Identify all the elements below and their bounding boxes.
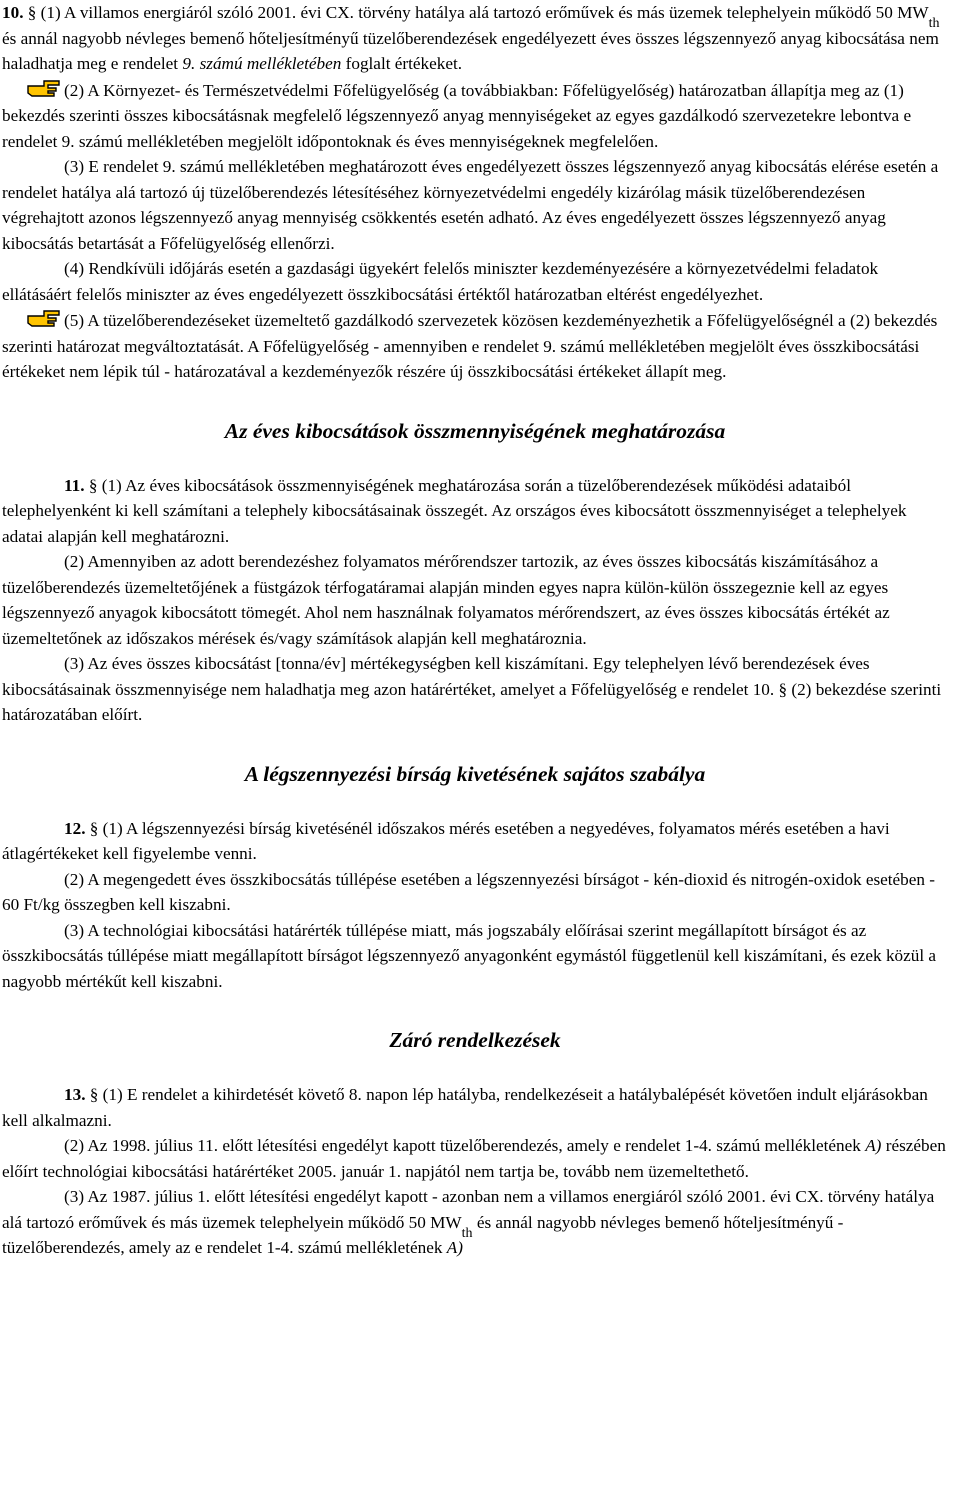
text: (3) E rendelet 9. számú mellékletében meghatározott éves engedélyezett összes légszennyező anyag kibocsátás elérése esetén a rendelet hatálya alá tartozó új tüzelőberendezés létesítéséhez környezetvédelmi engedély kizárólag másik tüzelőberendezésen végrehajtott azonos légszennyező anyag mennyiség csökkentés esetén adható. Az éves engedélyezett összes légszennyező anyag kibocsátás betartását a Főfelügyelőség ellenőrzi. — [2, 157, 939, 253]
annex-part-reference: A) — [446, 1238, 463, 1257]
section-12-paragraph-2 — [2, 867, 948, 918]
pointing-hand-icon[interactable] — [26, 307, 62, 329]
section-11-paragraph-1 — [2, 473, 948, 550]
section-13-paragraph-1 — [2, 1082, 948, 1133]
text: (5) A tüzelőberendezéseket üzemeltető gazdálkodó szervezetek közösen kezdeményezhetik a Főfelügyelőségnél a (2) bekezdés szerinti határozat megváltoztatását. A Főfelügyelőség - amennyiben e rendelet 9. számú mellékletében megjelölt éves összkibocsátási értékeket nem lépik túl - határozatával a kezdeményezők részére új összkibocsátási értékeket állapít meg. — [2, 311, 938, 381]
text: és annál nagyobb névleges bemenő hőteljesítményű - tüzelőberendezés, amely az e rendelet 1-4. számú mellékletének — [2, 1212, 844, 1257]
section-number: 12. — [64, 818, 86, 838]
subscript: th — [461, 1225, 473, 1241]
section-13-paragraph-2 — [2, 1133, 948, 1184]
text: (4) Rendkívüli időjárás esetén a gazdasági ügyekért felelős miniszter kezdeményezésére a környezetvédelmi feladatok ellátásáért felelős miniszter az éves engedélyezett összkibocsátási értéktől határozatban eltérést engedélyezhet. — [2, 259, 879, 304]
section-13-paragraph-3 — [2, 1184, 948, 1261]
text: § (1) E rendelet a kihirdetését követő 8. napon lép hatályba, rendelkezéseit a hatálybalépését követően indult eljárásokban kell alkalmazni. — [2, 1085, 928, 1130]
section-10-paragraph-1 — [2, 0, 948, 77]
section-10-paragraph-5 — [2, 307, 948, 385]
section-heading-fine-rules: A légszennyezési bírság kivetésének sajátos szabálya — [244, 761, 706, 786]
text: és annál nagyobb névleges bemenő hőteljesítményű tüzelőberendezések engedélyezett éves összes légszennyező anyag kibocsátása nem haladhatja meg e rendelet — [2, 28, 939, 73]
text: (3) A technológiai kibocsátási határérték túllépése miatt, más jogszabály előírásai szerint megállapított bírságot és az összkibocsátás túllépése miatt megállapított bírságot légszennyező anyagonként egymástól függetlenül kell kiszámítani, és ezek közül a nagyobb mértékűt kell kiszabni. — [2, 920, 937, 991]
text: (2) A Környezet- és Természetvédelmi Főfelügyelőség (a továbbiakban: Főfelügyelőség) határozatban állapítja meg az (1) bekezdés szerinti összes kibocsátásnak megfelelő légszennyező anyag mennyiségeket az egyes gazdálkodó szervezetekre lebontva e rendelet 9. számú mellékletében megjelölt időpontoknak és éves mennyiségeknek megfelelően. — [2, 80, 912, 151]
section-10-paragraph-2 — [2, 77, 948, 155]
section-number: 11. — [64, 475, 85, 495]
text: § (1) A légszennyezési bírság kivetésénél időszakos mérés esetében a negyedéves, folyamatos mérés esetében a havi átlagértékeket kell figyelembe venni. — [2, 818, 890, 863]
section-number: 10. — [2, 3, 24, 22]
text: (3) Az 1987. július 1. előtt létesítési engedélyt kapott - azonban nem a villamos energiáról szóló 2001. évi CX. törvény hatálya alá tartozó erőművek és más üzemek telephelyein működő 50 MW — [2, 1187, 935, 1232]
annex-reference: 9. számú mellékletében — [182, 54, 342, 73]
text: részében előírt technológiai kibocsátási határértéket 2005. január 1. napjától nem tartja be, tovább nem üzemeltethető. — [2, 1136, 946, 1181]
subscript: th — [928, 16, 940, 31]
section-heading-annual-emissions: Az éves kibocsátások összmennyiségének meghatározása — [224, 418, 726, 443]
text: (2) Az 1998. július 11. előtt létesítési engedélyt kapott tüzelőberendezés, amely e rendelet 1-4. számú mellékletének — [64, 1136, 866, 1155]
text: § (1) A villamos energiáról szóló 2001. évi CX. törvény hatálya alá tartozó erőművek és más üzemek telephelyein működő 50 MW — [27, 3, 929, 22]
section-heading-closing-provisions: Záró rendelkezések — [389, 1028, 561, 1052]
section-number: 13. — [64, 1085, 86, 1104]
section-12-paragraph-3 — [2, 918, 948, 995]
annex-part-reference: A) — [865, 1136, 882, 1155]
section-10-paragraph-4 — [2, 256, 948, 307]
text: foglalt értékeket. — [341, 54, 463, 73]
text: (2) Amennyiben az adott berendezéshez folyamatos mérőrendszer tartozik, az éves összes kibocsátás kiszámításához a tüzelőberendezés üzemeltetőjének a füstgázok térfogatáramai alapján minden egyes napra külön-külön összegeznie kell az egyes légszennyező anyagok kibocsátott tömegét. Ahol nem használnak folyamatos mérőrendszert, az éves összes kibocsátás értékét az üzemeltetőnek az időszakos mérések és/vagy számítások alapján kell meghatároznia. — [2, 552, 890, 648]
text: (2) A megengedett éves összkibocsátás túllépése esetében a légszennyezési bírságot - kén-dioxid és nitrogén-oxidok esetében - 60 Ft/kg összegben kell kiszabni. — [2, 869, 936, 914]
section-10-paragraph-3 — [2, 154, 948, 256]
section-11-paragraph-2 — [2, 549, 948, 651]
section-11-paragraph-3 — [2, 651, 948, 728]
text: § (1) Az éves kibocsátások összmennyiségének meghatározása során a tüzelőberendezések működési adataiból telephelyenként ki kell számítani a telephely kibocsátásainak összegét. Az országos éves kibocsátott összmennyiséget a telephelyek adatai alapján kell meghatározni. — [2, 475, 907, 546]
pointing-hand-icon[interactable] — [26, 77, 62, 99]
section-12-paragraph-1 — [2, 816, 948, 867]
text: (3) Az éves összes kibocsátást [tonna/év] mértékegységben kell kiszámítani. Egy telephelyen lévő berendezések éves kibocsátásainak összmennyisége nem haladhatja meg azon határértéket, amelyet a Főfelügyelőség e rendelet 10. § (2) bekezdése szerinti határozatában előírt. — [2, 654, 942, 724]
